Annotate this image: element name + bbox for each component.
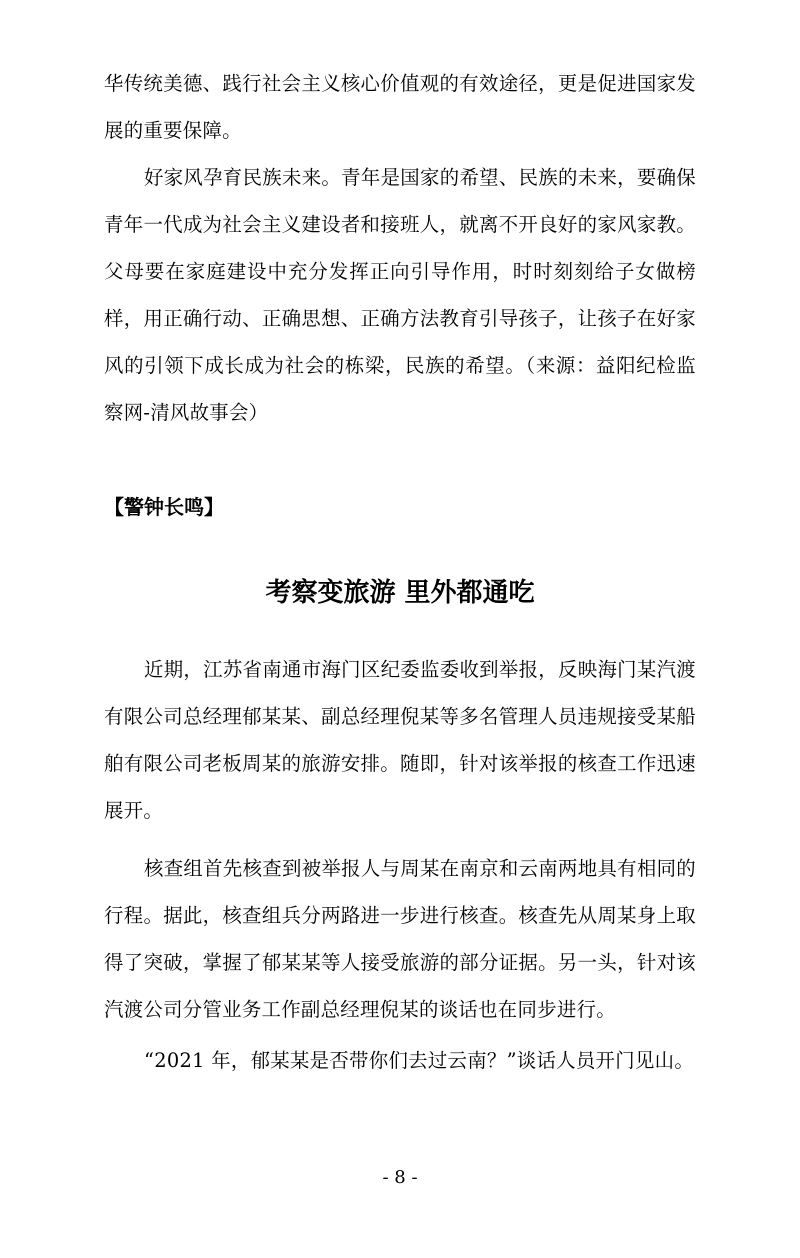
article-title: 考察变旅游 里外都通吃 [265, 578, 535, 608]
paragraph-continued: 华传统美德、践行社会主义核心价值观的有效途径，更是促进国家发展的重要保障。 [104, 72, 696, 142]
article-paragraph: 近期，江苏省南通市海门区纪委监委收到举报，反映海门某汽渡有限公司总经理郁某某、副总经理倪某等多名管理人员违规接受某船舶有限公司老板周某的旅游安排。随即，针对该举报的核查工作迅速展开。 [104, 658, 696, 822]
paragraph-family-tradition: 好家风孕育民族未来。青年是国家的希望、民族的未来，要确保青年一代成为社会主义建设者和接班人，就离不开良好的家风家教。父母要在家庭建设中充分发挥正向引导作用，时时刻刻给子女做榜样，用正确行动、正确思想、正确方法教育引导孩子，让孩子在好家风的引领下成长成为社会的栋梁，民族的希望。（来源：益阳纪检监察网-清风故事会） [104, 166, 696, 424]
article-paragraph: “2021 年，郁某某是否带你们去过云南？”谈话人员开门见山。 [144, 1049, 695, 1072]
article-paragraph: 核查组首先核查到被举报人与周某在南京和云南两地具有相同的行程。据此，核查组兵分两路进一步进行核查。核查先从周某身上取得了突破，掌握了郁某某等人接受旅游的部分证据。另一头，针对该汽渡公司分管业务工作副总经理倪某的谈话也在同步进行。 [104, 857, 696, 1021]
section-tag: 【警钟长鸣】 [104, 495, 224, 519]
page-number: - 8 - [382, 1167, 418, 1188]
